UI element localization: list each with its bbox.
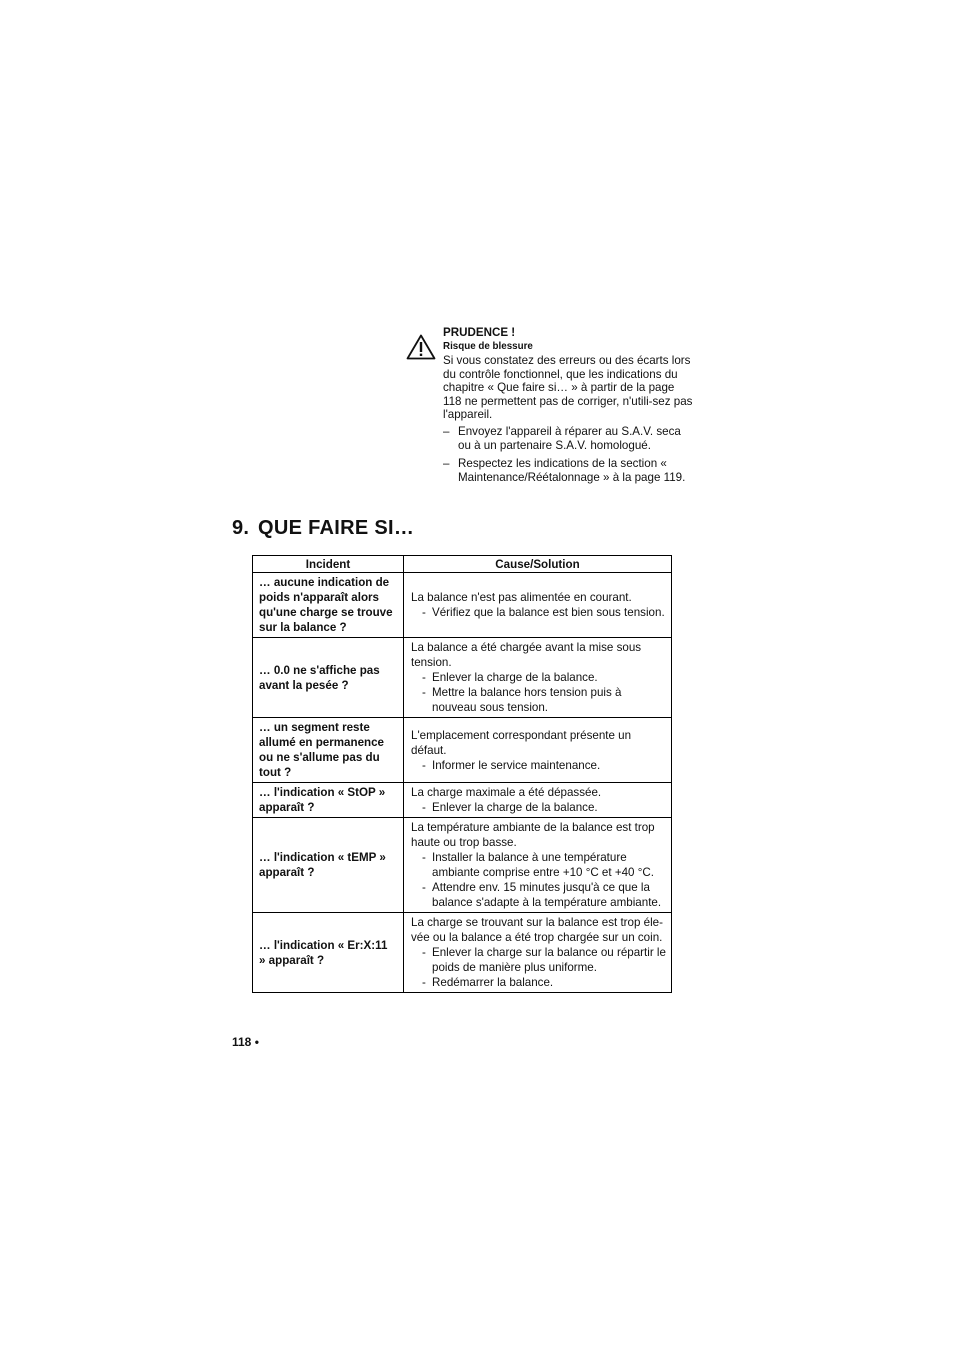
cause-text: L'emplacement correspondant présente un défaut. [411,728,632,757]
column-header-incident: Incident [253,556,404,573]
incident-cell: … un segment reste allumé en permanence ou ne s'allume pas du tout ? [253,718,404,783]
solution-list [411,850,668,910]
solution-item: - Informer le service maintenance. [411,758,668,773]
troubleshooting-table [252,555,672,993]
solution-item: - Redémarrer la balance. [411,975,668,990]
solution-cell [404,638,672,718]
cause-text: La balance n'est pas alimentée en courant. [411,591,632,604]
page-number: 118 • [232,1035,259,1049]
table-row [253,718,672,783]
solution-list [411,670,668,715]
caution-list-item: – Respectez les indications de la section « Maintenance/Réétalonnage » à la page 119. [443,457,693,484]
solution-list [411,758,668,773]
caution-body [443,326,693,489]
solution-item: - Vérifiez que la balance est bien sous tension. [411,605,668,620]
solution-item: - Attendre env. 15 minutes jusqu'à ce que la balance s'adapte à la température ambiante. [411,880,668,910]
section-heading [232,517,414,540]
solution-item: - Enlever la charge sur la balance ou répartir le poids de manière plus uniforme. [411,945,668,975]
column-header-cause-solution: Cause/Solution [404,556,672,573]
solution-cell [404,818,672,913]
solution-cell [404,783,672,818]
warning-triangle-icon [406,334,436,360]
caution-text: Si vous constatez des erreurs ou des écarts lors du contrôle fonctionnel, que les indications du chapitre « Que faire si… » à partir de la page 118 ne permettent pas de corriger, n'utili-sez pas l'appareil. [443,354,693,422]
section-number: 9. [232,517,250,539]
solution-item: - Enlever la charge de la balance. [411,800,668,815]
cause-text: La balance a été chargée avant la mise sous tension. [411,641,642,669]
incident-cell: … l'indication « StOP » apparaît ? [253,783,404,818]
table-row [253,818,672,913]
solution-list [411,945,668,990]
incident-cell: … aucune indication de poids n'apparaît alors qu'une charge se trouve sur la balance ? [253,573,404,638]
solution-cell [404,718,672,783]
table-row [253,573,672,638]
incident-cell: … l'indication « Er:X:11 » apparaît ? [253,913,404,993]
solution-item: - Enlever la charge de la balance. [411,670,668,685]
table-row [253,638,672,718]
table-row [253,783,672,818]
caution-list [443,425,693,484]
incident-cell: … l'indication « tEMP » apparaît ? [253,818,404,913]
caution-title: PRUDENCE ! [443,326,516,339]
caution-list-item: – Envoyez l'appareil à réparer au S.A.V. seca ou à un partenaire S.A.V. homologué. [443,425,693,452]
solution-cell [404,913,672,993]
caution-subtitle: Risque de blessure [443,341,533,352]
table-header-row [253,556,672,573]
table-row [253,913,672,993]
solution-list [411,800,668,815]
section-title: QUE FAIRE SI… [258,517,415,539]
incident-cell: … 0.0 ne s'affiche pas avant la pesée ? [253,638,404,718]
solution-item: - Installer la balance à une température ambiante comprise entre +10 °C et +40 °C. [411,850,668,880]
solution-cell [404,573,672,638]
cause-text: La température ambiante de la balance est trop haute ou trop basse. [411,821,655,849]
cause-text: La charge maximale a été dépassée. [411,786,602,799]
cause-text: La charge se trouvant sur la balance est trop éle-vée ou la balance a été trop chargée sur un coin. [411,916,663,944]
solution-list [411,605,668,620]
solution-item: - Mettre la balance hors tension puis à nouveau sous tension. [411,685,668,715]
